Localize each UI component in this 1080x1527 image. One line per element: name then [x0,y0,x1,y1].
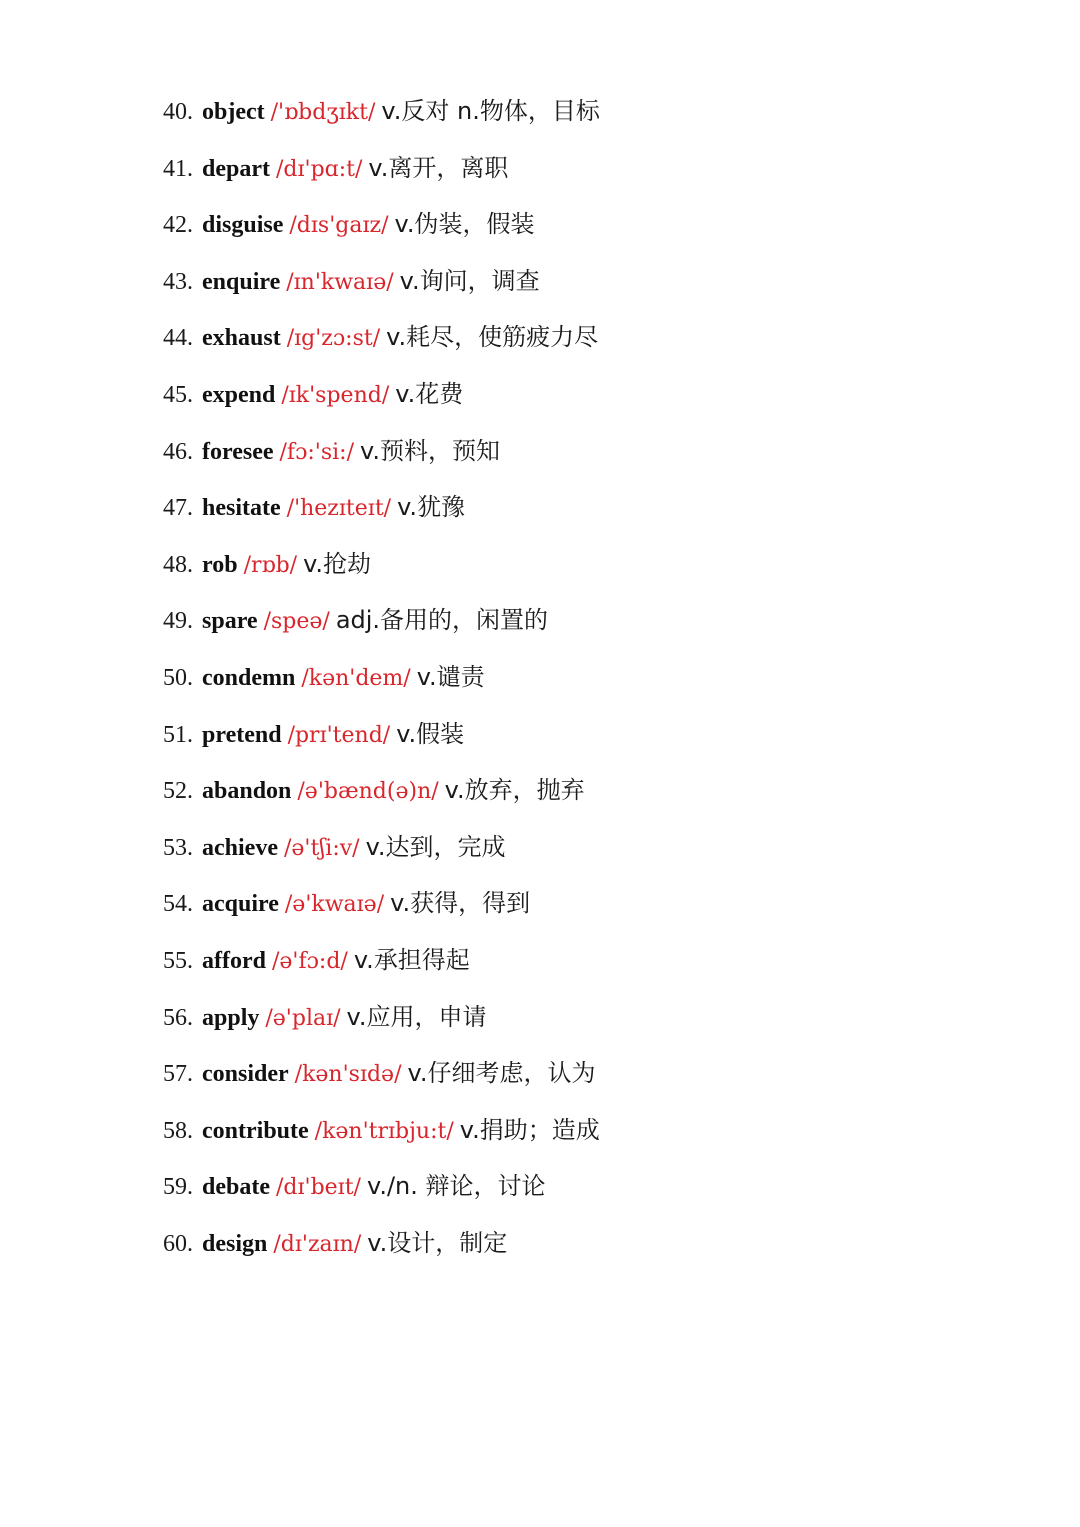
vocab-entry [163,880,600,937]
entry-number: 51. [163,721,193,748]
entry-word: expend [202,381,276,408]
entry-meaning: adj.备用的，闲置的 [335,606,549,635]
entry-number: 44. [163,325,193,352]
entry-word: abandon [202,778,292,805]
entry-word: design [202,1230,268,1257]
entry-number: 42. [163,212,193,239]
entry-phonetic: /'hezɪteɪt/ [286,496,392,522]
entry-meaning: v.伪装，假装 [394,210,535,239]
entry-meaning: v.离开，离职 [368,153,509,182]
entry-meaning: v.耗尽，使筋疲力尽 [386,323,599,352]
entry-number: 60. [163,1230,193,1257]
vocab-entry [163,597,600,654]
entry-number: 52. [163,778,193,805]
vocab-entry [163,1163,600,1220]
entry-meaning: v.获得，得到 [390,889,531,918]
entry-word: foresee [202,438,274,465]
entry-phonetic: /kən'sɪdə/ [294,1062,402,1088]
entry-word: hesitate [202,495,281,522]
entry-phonetic: /kən'trɪbju:t/ [314,1118,454,1144]
entry-phonetic: /ɪg'zɔ:st/ [286,326,381,352]
entry-word: apply [202,1004,260,1031]
entry-meaning: v.放弃，抛弃 [444,776,585,805]
entry-number: 48. [163,551,193,578]
vocabulary-list [163,88,600,1276]
vocab-entry [163,201,600,258]
entry-phonetic: /ə'kwaɪə/ [284,892,385,918]
entry-number: 49. [163,608,193,635]
entry-phonetic: /prɪ'tend/ [287,722,391,748]
vocab-entry [163,314,600,371]
vocab-entry [163,541,600,598]
vocab-entry [163,428,600,485]
entry-phonetic: /ə'bænd(ə)n/ [297,779,439,805]
vocab-entry [163,258,600,315]
entry-meaning: v.达到，完成 [365,832,506,861]
entry-meaning: v.反对 n.物体，目标 [381,97,600,125]
entry-number: 59. [163,1174,193,1201]
entry-number: 54. [163,891,193,918]
entry-phonetic: /dɪs'gaɪz/ [289,213,389,239]
entry-meaning: v.应用，申请 [346,1002,487,1031]
entry-meaning: v./n. 辩论，讨论 [366,1172,546,1201]
entry-number: 41. [163,155,193,182]
vocab-entry [163,937,600,994]
entry-number: 43. [163,268,193,295]
vocab-entry [163,711,600,768]
entry-word: depart [202,155,270,182]
entry-meaning: v.花费 [395,379,464,408]
vocab-entry [163,145,600,202]
entry-meaning: v.承担得起 [353,945,470,974]
entry-phonetic: /ə'plaɪ/ [265,1005,341,1031]
entry-number: 57. [163,1061,193,1088]
entry-phonetic: /fɔ:'si:/ [279,439,355,465]
entry-meaning: v.预料，预知 [360,436,500,465]
entry-meaning: v.仔细考虑，认为 [407,1059,596,1088]
vocab-entry [163,824,600,881]
entry-meaning: v.询问，调查 [399,266,540,295]
vocab-entry [163,994,600,1051]
entry-number: 56. [163,1004,193,1031]
entry-number: 58. [163,1117,193,1144]
entry-number: 47. [163,495,193,522]
entry-phonetic: /ə'fɔ:d/ [271,948,348,974]
vocab-entry [163,654,600,711]
entry-meaning: v.抢劫 [303,549,372,578]
entry-word: enquire [202,268,281,295]
vocab-entry [163,484,600,541]
entry-word: spare [202,608,258,635]
entry-meaning: v.假装 [396,719,465,748]
entry-phonetic: /dɪ'beɪt/ [276,1175,361,1201]
vocab-entry [163,371,600,428]
entry-phonetic: /kən'dem/ [301,665,411,691]
entry-meaning: v.谴责 [416,662,485,691]
entry-phonetic: /speə/ [263,609,330,635]
vocab-entry [163,88,600,145]
vocab-entry [163,767,600,824]
entry-phonetic: /'ɒbdʒɪkt/ [270,100,376,125]
entry-phonetic: /ɪk'spend/ [281,382,390,408]
entry-phonetic: /ɪn'kwaɪə/ [286,269,394,295]
entry-word: exhaust [202,325,281,352]
vocab-entry [163,1107,600,1164]
entry-word: disguise [202,212,284,239]
entry-word: object [202,99,265,125]
entry-word: debate [202,1174,270,1201]
entry-word: achieve [202,834,278,861]
entry-number: 46. [163,438,193,465]
vocab-entry [163,1220,600,1277]
entry-word: condemn [202,664,296,691]
entry-number: 53. [163,834,193,861]
entry-word: consider [202,1061,289,1088]
entry-word: rob [202,551,238,578]
entry-phonetic: /rɒb/ [243,552,298,578]
entry-word: acquire [202,891,279,918]
entry-phonetic: /ə'tʃi:v/ [283,835,360,861]
entry-word: pretend [202,721,282,748]
entry-meaning: v.犹豫 [397,493,466,522]
entry-number: 50. [163,664,193,691]
entry-meaning: v.设计，制定 [367,1228,508,1257]
entry-word: afford [202,947,266,974]
entry-number: 40. [163,99,193,125]
entry-meaning: v.捐助；造成 [459,1115,600,1144]
entry-number: 55. [163,947,193,974]
vocab-entry [163,1050,600,1107]
entry-word: contribute [202,1117,309,1144]
entry-phonetic: /dɪ'zaɪn/ [273,1231,362,1257]
entry-phonetic: /dɪ'pɑ:t/ [276,156,363,182]
entry-number: 45. [163,381,193,408]
